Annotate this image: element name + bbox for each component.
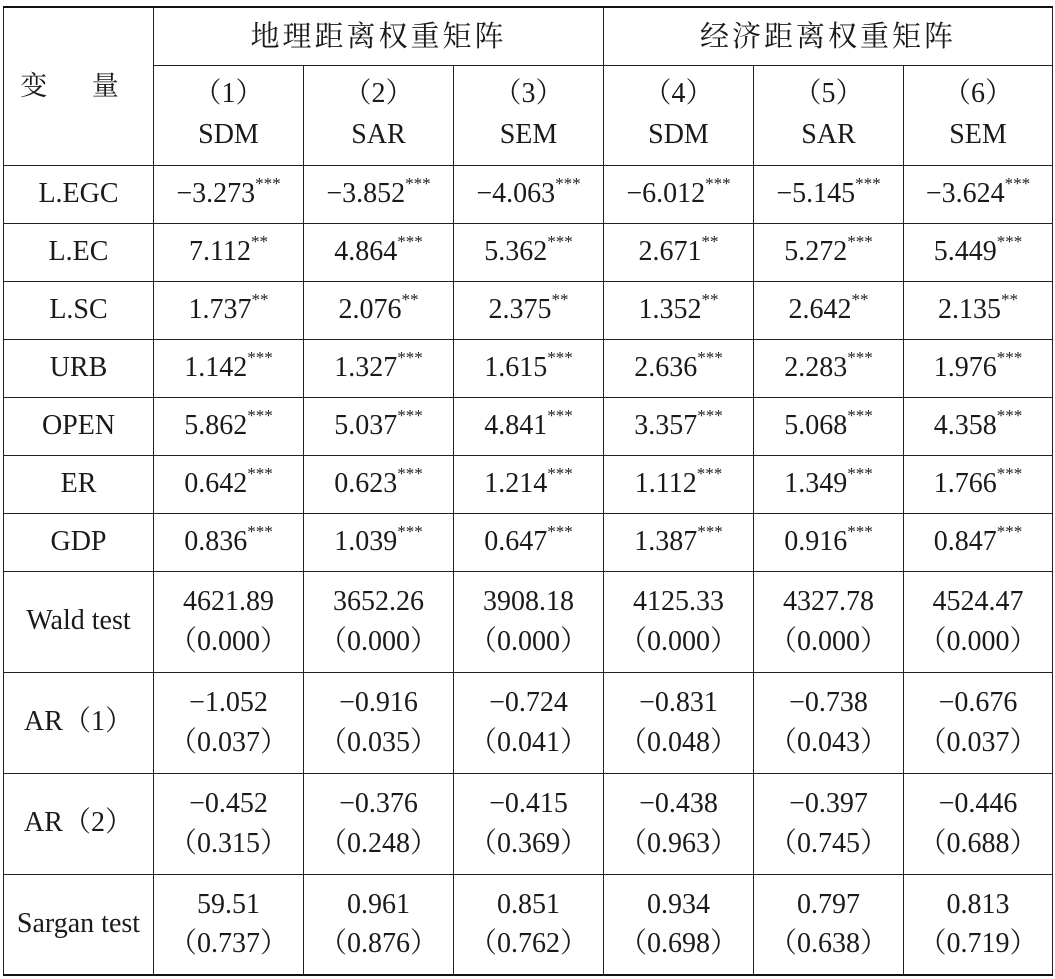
coefficient-cell: [154, 455, 304, 513]
coefficient-value: 1.387: [634, 525, 698, 557]
significance-stars: ***: [247, 521, 273, 541]
table-row: [4, 874, 1053, 975]
coefficient-cell: [304, 513, 454, 571]
significance-stars: ***: [697, 347, 723, 367]
significance-stars: ***: [996, 463, 1023, 483]
significance-stars: ***: [996, 521, 1023, 541]
coefficient-cell: [454, 165, 604, 223]
coefficient-cell: [604, 165, 754, 223]
statistic-cell: [304, 672, 454, 773]
significance-stars: ***: [555, 173, 581, 193]
statistic-value: 0.934: [647, 889, 710, 921]
header-row-groups: [4, 7, 1053, 65]
statistic-cell: [304, 571, 454, 672]
coefficient-cell: [154, 223, 304, 281]
coefficient-value: 2.375: [488, 293, 552, 325]
row-label: Wald test: [4, 571, 154, 672]
coefficient-cell: [304, 339, 454, 397]
coefficient-value: 5.862: [184, 409, 248, 441]
row-label: Sargan test: [4, 874, 154, 975]
coefficient-cell: [604, 223, 754, 281]
coefficient-value: 1.976: [933, 351, 997, 383]
coefficient-cell: [304, 397, 454, 455]
significance-stars: ***: [697, 521, 723, 541]
p-value: （0.000）: [168, 625, 288, 657]
statistic-cell: [454, 773, 604, 874]
p-value: （0.000）: [768, 625, 888, 657]
p-value: （0.048）: [618, 726, 738, 758]
coefficient-value: 2.671: [638, 235, 702, 267]
coefficient-value: 1.352: [638, 293, 702, 325]
coefficient-value: 7.112: [189, 235, 251, 267]
coefficient-value: 0.623: [334, 467, 398, 499]
statistic-value: 0.851: [497, 889, 560, 921]
p-value: （0.762）: [468, 928, 588, 960]
coefficient-value: 2.076: [338, 293, 402, 325]
statistic-cell: [904, 874, 1053, 975]
statistic-cell: [904, 571, 1053, 672]
coefficient-value: −4.063: [476, 177, 556, 209]
row-label: L.SC: [4, 281, 154, 339]
statistic-value: 0.961: [347, 889, 410, 921]
model-name: SDM: [198, 119, 259, 150]
coefficient-cell: [904, 223, 1053, 281]
model-header: [154, 65, 304, 165]
p-value: （0.369）: [468, 827, 588, 859]
p-value: （0.000）: [468, 625, 588, 657]
statistic-cell: [454, 874, 604, 975]
p-value: （0.000）: [318, 625, 438, 657]
column-number: （6）: [942, 78, 1013, 110]
row-label: L.EGC: [4, 165, 154, 223]
significance-stars: ***: [405, 173, 431, 193]
table-row: [4, 513, 1053, 571]
coefficient-value: 4.841: [484, 409, 548, 441]
significance-stars: ***: [847, 231, 873, 251]
statistic-cell: [304, 874, 454, 975]
significance-stars: ***: [996, 231, 1023, 251]
coefficient-cell: [154, 339, 304, 397]
significance-stars: **: [250, 231, 268, 251]
coefficient-cell: [754, 165, 904, 223]
coefficient-value: 5.362: [484, 235, 548, 267]
significance-stars: ***: [705, 173, 731, 193]
column-number: （1）: [193, 78, 264, 110]
coefficient-cell: [904, 455, 1053, 513]
statistic-value: 4125.33: [633, 586, 724, 618]
significance-stars: ***: [547, 231, 573, 251]
significance-stars: ***: [397, 231, 423, 251]
coefficient-value: 5.068: [784, 409, 848, 441]
significance-stars: ***: [397, 405, 423, 425]
statistic-cell: [904, 773, 1053, 874]
model-name: SAR: [351, 119, 406, 150]
coefficient-value: −3.852: [326, 177, 406, 209]
p-value: （0.248）: [318, 827, 438, 859]
column-number: （5）: [793, 78, 864, 110]
coefficient-value: 2.636: [634, 351, 698, 383]
statistic-value: −1.052: [189, 687, 268, 719]
significance-stars: **: [851, 289, 869, 309]
p-value: （0.745）: [768, 827, 888, 859]
significance-stars: ***: [847, 347, 873, 367]
p-value: （0.035）: [318, 726, 438, 758]
row-label: L.EC: [4, 223, 154, 281]
statistic-value: 0.797: [797, 889, 860, 921]
significance-stars: ***: [247, 347, 273, 367]
coefficient-value: 5.272: [784, 235, 848, 267]
statistic-cell: [604, 571, 754, 672]
coefficient-value: −5.145: [776, 177, 856, 209]
coefficient-cell: [454, 455, 604, 513]
statistic-value: −0.438: [639, 788, 718, 820]
row-label: OPEN: [4, 397, 154, 455]
model-header: [604, 65, 754, 165]
model-header: [304, 65, 454, 165]
significance-stars: **: [251, 289, 269, 309]
coefficient-cell: [304, 281, 454, 339]
coefficient-cell: [454, 223, 604, 281]
significance-stars: ***: [547, 521, 573, 541]
statistic-value: 4524.47: [932, 586, 1024, 618]
coefficient-cell: [754, 223, 904, 281]
table-row: [4, 773, 1053, 874]
coefficient-cell: [604, 513, 754, 571]
statistic-value: −0.415: [489, 788, 568, 820]
coefficient-cell: [604, 339, 754, 397]
statistic-cell: [604, 773, 754, 874]
row-label: URB: [4, 339, 154, 397]
coefficient-value: −6.012: [626, 177, 706, 209]
statistic-cell: [604, 672, 754, 773]
group-header-economic: 经济距离权重矩阵: [604, 7, 1053, 65]
coefficient-value: 4.864: [334, 235, 398, 267]
significance-stars: **: [1001, 289, 1018, 309]
coefficient-value: 0.916: [784, 525, 848, 557]
coefficient-cell: [454, 281, 604, 339]
coefficient-value: 0.836: [184, 525, 248, 557]
p-value: （0.037）: [168, 726, 288, 758]
p-value: （0.737）: [168, 928, 288, 960]
p-value: （0.876）: [318, 928, 438, 960]
statistic-cell: [154, 672, 304, 773]
model-header: [754, 65, 904, 165]
significance-stars: ***: [397, 521, 423, 541]
header-row-models: [4, 65, 1053, 165]
coefficient-cell: [304, 455, 454, 513]
coefficient-cell: [154, 397, 304, 455]
model-name: SDM: [648, 119, 709, 150]
p-value: （0.698）: [618, 928, 738, 960]
significance-stars: ***: [547, 347, 573, 367]
statistic-cell: [304, 773, 454, 874]
column-number: （3）: [493, 78, 564, 110]
model-header: [454, 65, 604, 165]
statistic-value: −0.446: [938, 788, 1018, 820]
statistic-cell: [154, 773, 304, 874]
statistic-cell: [904, 672, 1053, 773]
significance-stars: ***: [397, 347, 423, 367]
table-row: [4, 571, 1053, 672]
row-label: ER: [4, 455, 154, 513]
statistic-cell: [154, 571, 304, 672]
model-header: [904, 65, 1053, 165]
significance-stars: **: [701, 231, 719, 251]
table-row: [4, 223, 1053, 281]
p-value: （0.719）: [918, 928, 1038, 960]
p-value: （0.688）: [918, 827, 1038, 859]
statistic-cell: [754, 874, 904, 975]
statistic-value: −0.676: [938, 687, 1018, 719]
coefficient-value: −3.624: [925, 177, 1005, 209]
coefficient-value: 5.037: [334, 409, 398, 441]
statistic-cell: [454, 571, 604, 672]
coefficient-value: 1.737: [188, 293, 252, 325]
p-value: （0.037）: [918, 726, 1038, 758]
significance-stars: ***: [847, 463, 873, 483]
statistic-value: 3908.18: [483, 586, 574, 618]
coefficient-value: 0.847: [933, 525, 997, 557]
statistic-value: −0.831: [639, 687, 718, 719]
coefficient-cell: [454, 397, 604, 455]
coefficient-value: 0.642: [184, 467, 248, 499]
model-name: SEM: [949, 119, 1007, 150]
statistic-cell: [754, 773, 904, 874]
table-row: [4, 455, 1053, 513]
table-row: [4, 672, 1053, 773]
coefficient-cell: [454, 339, 604, 397]
coefficient-cell: [754, 397, 904, 455]
coefficient-cell: [154, 281, 304, 339]
p-value: （0.638）: [768, 928, 888, 960]
statistic-cell: [754, 571, 904, 672]
statistic-cell: [604, 874, 754, 975]
coefficient-value: −3.273: [176, 177, 256, 209]
statistic-value: 3652.26: [333, 586, 424, 618]
p-value: （0.043）: [768, 726, 888, 758]
statistic-value: −0.738: [789, 687, 868, 719]
coefficient-cell: [754, 455, 904, 513]
statistic-cell: [454, 672, 604, 773]
coefficient-value: 1.112: [634, 467, 697, 499]
significance-stars: ***: [996, 405, 1023, 425]
significance-stars: **: [551, 289, 569, 309]
p-value: （0.041）: [468, 726, 588, 758]
significance-stars: ***: [547, 405, 573, 425]
coefficient-cell: [754, 513, 904, 571]
coefficient-cell: [304, 223, 454, 281]
statistic-cell: [154, 874, 304, 975]
statistic-value: −0.376: [339, 788, 418, 820]
statistic-value: −0.452: [189, 788, 268, 820]
coefficient-value: 2.135: [938, 293, 1001, 325]
significance-stars: ***: [255, 173, 281, 193]
significance-stars: **: [401, 289, 419, 309]
significance-stars: ***: [397, 463, 423, 483]
coefficient-cell: [604, 397, 754, 455]
p-value: （0.000）: [618, 625, 738, 657]
coefficient-value: 2.283: [784, 351, 848, 383]
significance-stars: ***: [247, 405, 273, 425]
coefficient-value: 1.142: [184, 351, 248, 383]
coefficient-cell: [154, 513, 304, 571]
coefficient-value: 2.642: [788, 293, 852, 325]
statistic-value: 59.51: [197, 889, 260, 921]
significance-stars: ***: [247, 463, 273, 483]
coefficient-value: 3.357: [634, 409, 698, 441]
row-label: AR（1）: [4, 672, 154, 773]
coefficient-value: 0.647: [484, 525, 548, 557]
coefficient-cell: [904, 339, 1053, 397]
model-name: SEM: [499, 119, 558, 150]
significance-stars: ***: [847, 521, 873, 541]
coefficient-cell: [604, 455, 754, 513]
significance-stars: ***: [547, 463, 573, 483]
statistic-value: 0.813: [946, 889, 1010, 921]
coefficient-value: 5.449: [933, 235, 997, 267]
column-number: （2）: [343, 78, 414, 110]
table-row: [4, 339, 1053, 397]
coefficient-value: 4.358: [933, 409, 997, 441]
coefficient-value: 1.615: [484, 351, 548, 383]
column-number: （4）: [643, 78, 714, 110]
coefficient-cell: [454, 513, 604, 571]
coefficient-cell: [904, 281, 1053, 339]
coefficient-value: 1.039: [334, 525, 398, 557]
coefficient-value: 1.214: [484, 467, 548, 499]
significance-stars: ***: [696, 463, 723, 483]
significance-stars: ***: [847, 405, 873, 425]
model-name: SAR: [801, 119, 856, 150]
statistic-value: −0.916: [339, 687, 418, 719]
significance-stars: ***: [996, 347, 1023, 367]
p-value: （0.315）: [168, 827, 288, 859]
statistic-value: 4621.89: [183, 586, 274, 618]
coefficient-cell: [304, 165, 454, 223]
coefficient-value: 1.766: [933, 467, 997, 499]
coefficient-value: 1.349: [784, 467, 848, 499]
table-row: [4, 397, 1053, 455]
variable-header: 变 量: [4, 7, 154, 165]
coefficient-value: 1.327: [334, 351, 398, 383]
p-value: （0.000）: [918, 625, 1038, 657]
table-row: [4, 165, 1053, 223]
regression-table: [3, 6, 1053, 976]
statistic-cell: [754, 672, 904, 773]
significance-stars: ***: [697, 405, 723, 425]
coefficient-cell: [754, 339, 904, 397]
coefficient-cell: [754, 281, 904, 339]
significance-stars: ***: [855, 173, 881, 193]
table-row: [4, 281, 1053, 339]
coefficient-cell: [604, 281, 754, 339]
coefficient-cell: [154, 165, 304, 223]
significance-stars: **: [701, 289, 719, 309]
coefficient-cell: [904, 513, 1053, 571]
significance-stars: ***: [1004, 173, 1031, 193]
p-value: （0.963）: [618, 827, 738, 859]
statistic-value: −0.724: [489, 687, 568, 719]
row-label: AR（2）: [4, 773, 154, 874]
row-label: GDP: [4, 513, 154, 571]
statistic-value: 4327.78: [783, 586, 874, 618]
statistic-value: −0.397: [789, 788, 868, 820]
coefficient-cell: [904, 165, 1053, 223]
group-header-geographic: 地理距离权重矩阵: [154, 7, 604, 65]
coefficient-cell: [904, 397, 1053, 455]
